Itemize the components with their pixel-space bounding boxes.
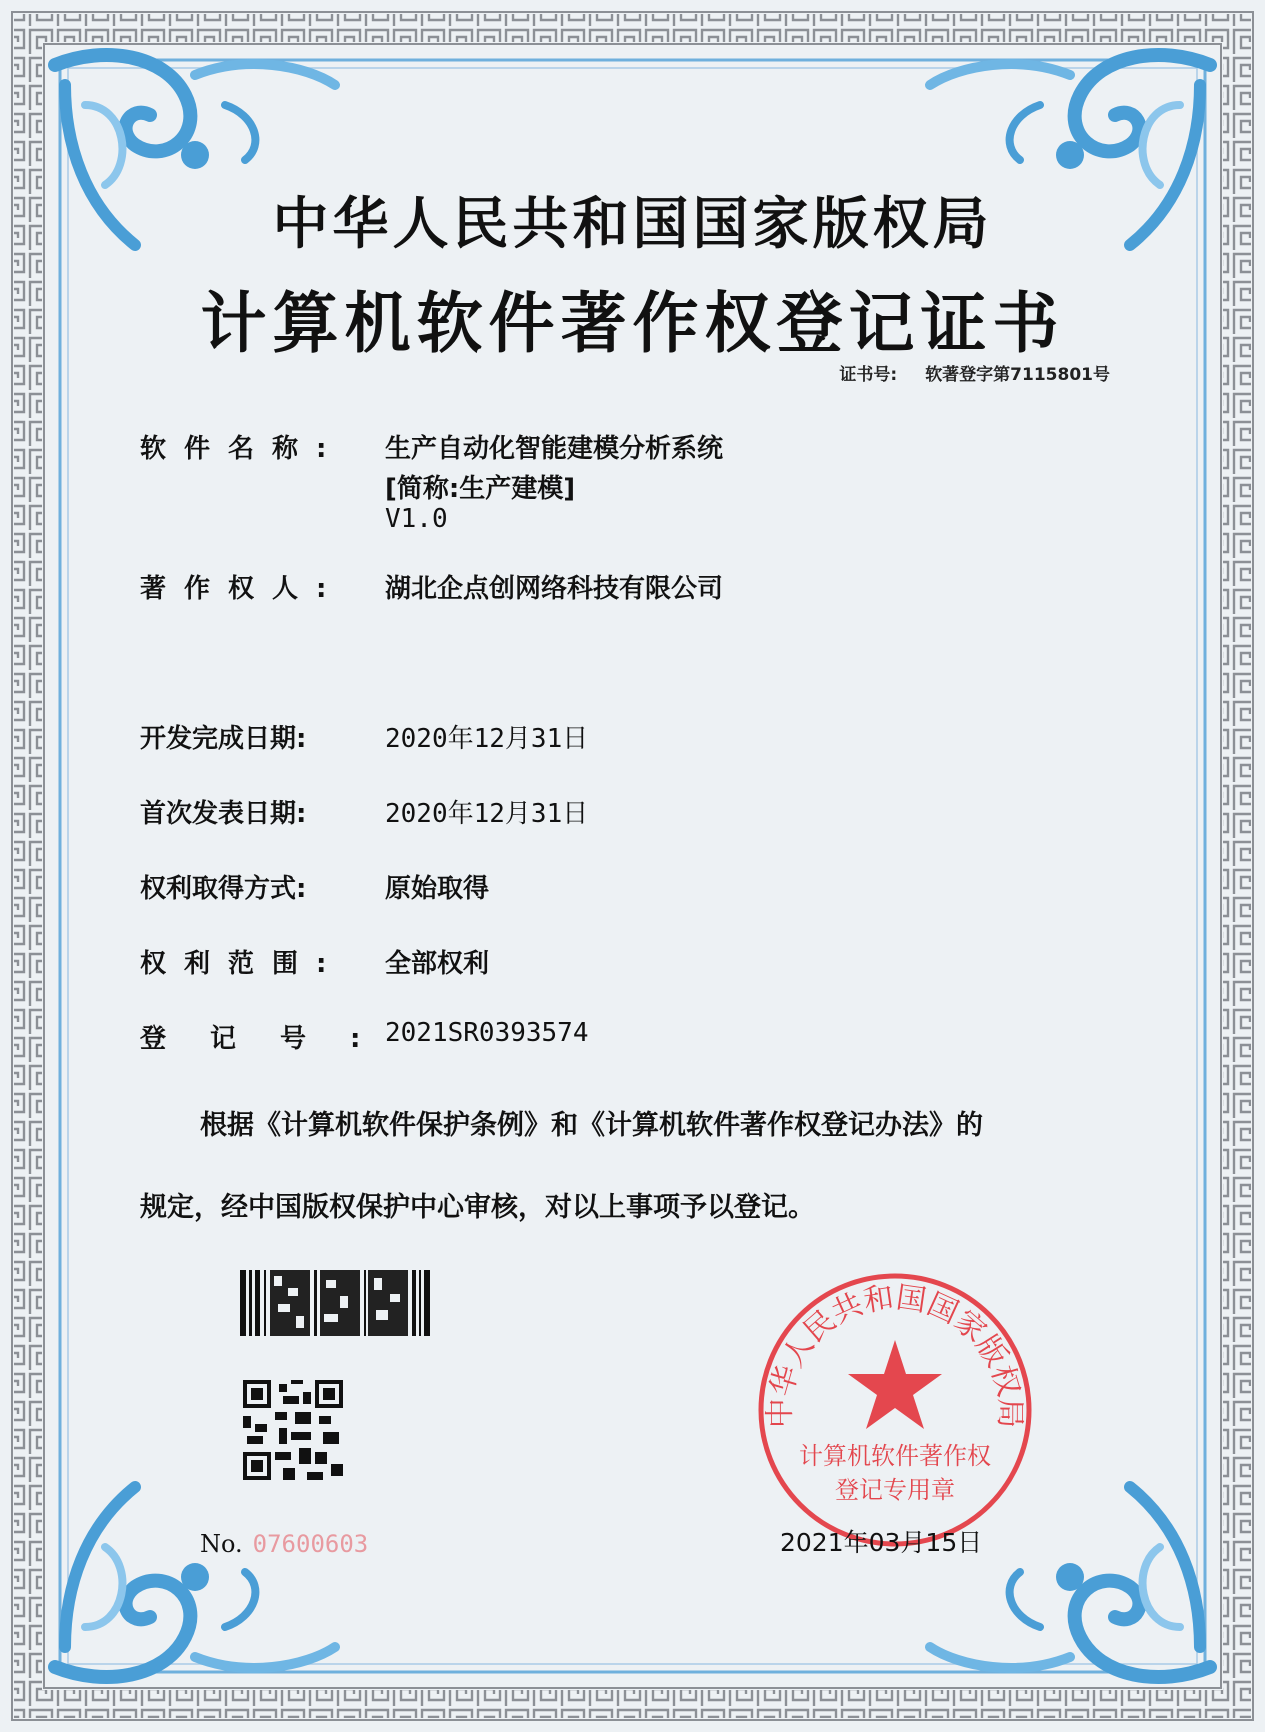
field-value: 全部权利 — [385, 949, 490, 979]
field-value: 湖北企点创网络科技有限公司 — [385, 574, 724, 604]
serial-label: No. — [200, 1530, 243, 1558]
certificate-number-value: 软著登字第7115801号 — [925, 365, 1110, 385]
field-label: 著作权人: — [140, 574, 345, 604]
field-label: 权利取得方式: — [140, 874, 307, 904]
field-value: 生产自动化智能建模分析系统 — [385, 434, 724, 464]
field-value: 原始取得 — [385, 874, 490, 904]
field-label: 登记号: — [140, 1024, 405, 1054]
certificate-number-label: 证书号: — [839, 365, 898, 385]
field-label: 首次发表日期: — [140, 799, 307, 829]
field-value: 2020年12月31日 — [385, 799, 589, 829]
certificate-number — [839, 360, 1110, 385]
serial-value: 07600603 — [252, 1530, 369, 1558]
short-name: [简称:生产建模] — [385, 474, 576, 504]
serial-number — [200, 1530, 368, 1558]
field-software-name — [140, 428, 724, 465]
corner-ornament-bottom-left — [45, 1467, 345, 1687]
field-label: 开发完成日期: — [140, 724, 307, 754]
seal-ring-text: 中华人民共和国国家版权局 — [762, 1280, 1028, 1429]
seal-star-icon — [848, 1340, 942, 1429]
official-seal — [755, 1270, 1035, 1550]
statement-line-2: 规定，经中国版权保护中心审核，对以上事项予以登记。 — [140, 1192, 815, 1223]
field-scope — [140, 943, 490, 980]
qr-code — [243, 1380, 343, 1480]
field-label: 软件名称: — [140, 434, 345, 464]
field-pub-date — [140, 793, 589, 830]
field-label: 权利范围: — [140, 949, 345, 979]
issuer-title: 中华人民共和国国家版权局 — [272, 192, 993, 257]
version: V1.0 — [385, 504, 448, 534]
seal-inner-line-2: 登记专用章 — [835, 1476, 955, 1504]
certificate-title: 计算机软件著作权登记证书 — [200, 285, 1065, 362]
statement-line-1: 根据《计算机软件保护条例》和《计算机软件著作权登记办法》的 — [200, 1110, 983, 1141]
field-acquire — [140, 868, 490, 905]
field-registration — [140, 1018, 589, 1055]
field-owner — [140, 568, 724, 605]
field-value: 2020年12月31日 — [385, 724, 589, 754]
barcode — [240, 1270, 430, 1336]
seal-inner-line-1: 计算机软件著作权 — [799, 1442, 991, 1470]
field-dev-date — [140, 718, 589, 755]
field-value: 2021SR0393574 — [385, 1018, 589, 1048]
issue-date: 2021年03月15日 — [780, 1528, 983, 1557]
